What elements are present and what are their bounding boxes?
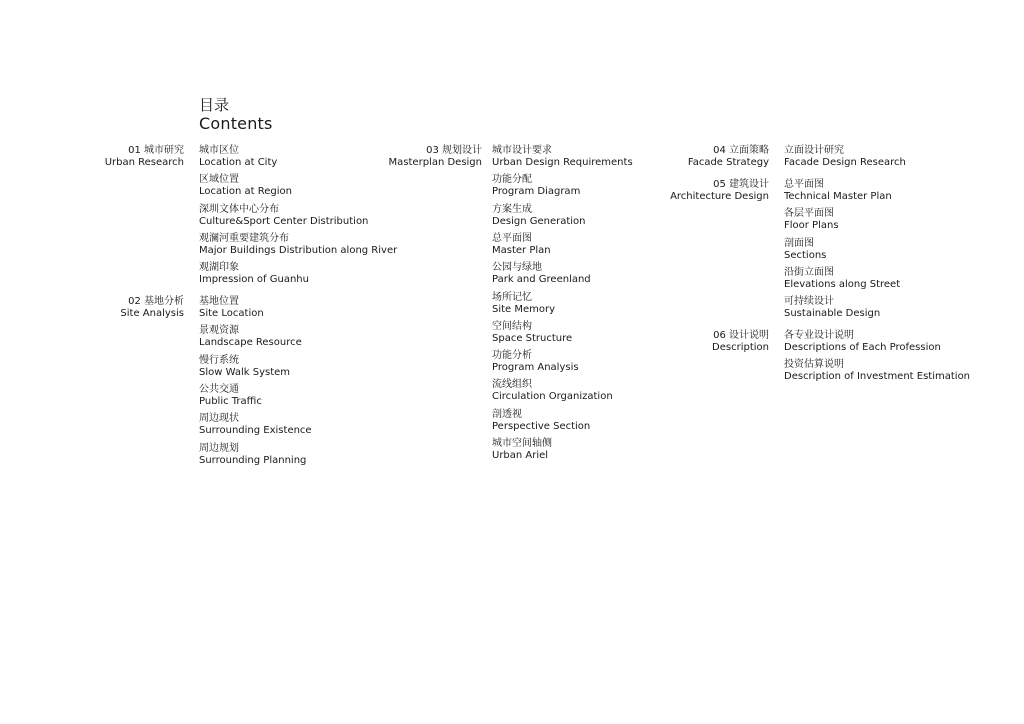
- toc-item: [492, 292, 555, 316]
- toc-item: [199, 325, 302, 349]
- section-label-en: Site Analysis: [120, 308, 184, 319]
- toc-item: [784, 267, 900, 291]
- section-label-en: Urban Research: [104, 157, 184, 168]
- toc-item: [784, 296, 880, 320]
- toc-item: [492, 233, 551, 257]
- section-label: [670, 179, 769, 203]
- toc-item-zh: 公共交通: [199, 384, 239, 395]
- toc-item-en: Descriptions of Each Profession: [784, 342, 941, 353]
- section-label-zh: 02 基地分析: [128, 296, 184, 307]
- toc-item: [199, 355, 290, 379]
- toc-item-en: Site Memory: [492, 304, 556, 315]
- toc-item: [784, 238, 826, 262]
- toc-item-en: Surrounding Planning: [199, 455, 307, 466]
- toc-item-en: Culture&Sport Center Distribution: [199, 216, 369, 227]
- section-label-zh: 06 设计说明: [713, 330, 769, 341]
- toc-item-en: Park and Greenland: [492, 274, 591, 285]
- section-label: [389, 145, 482, 169]
- toc-item-en: Space Structure: [492, 333, 573, 344]
- toc-item: [199, 384, 262, 408]
- toc-item-en: Program Analysis: [492, 362, 579, 373]
- toc-item-en: Surrounding Existence: [199, 425, 312, 436]
- toc-item-en: Sections: [784, 250, 827, 261]
- toc-item: [492, 262, 591, 286]
- toc-item: [199, 174, 292, 198]
- toc-item-en: Facade Design Research: [784, 157, 906, 168]
- section-label-zh: 04 立面策略: [713, 145, 769, 156]
- section-label: [712, 330, 769, 354]
- contents-heading: [199, 96, 273, 134]
- toc-item-en: Program Diagram: [492, 186, 581, 197]
- toc-item: [199, 262, 309, 286]
- toc-item: [199, 443, 306, 467]
- toc-item-en: Master Plan: [492, 245, 551, 256]
- toc-item-en: Urban Design Requirements: [492, 157, 633, 168]
- toc-item-zh: 流线组织: [492, 379, 532, 390]
- toc-item-zh: 景观资源: [199, 325, 239, 336]
- toc-item: [492, 145, 633, 169]
- section-label-zh: 05 建筑设计: [713, 179, 769, 190]
- toc-item: [492, 174, 580, 198]
- toc-item: [492, 321, 572, 345]
- section-label-zh: 01 城市研究: [128, 145, 184, 156]
- toc-item-zh: 观湖印象: [199, 262, 239, 273]
- toc-item: [784, 145, 906, 169]
- toc-item-en: Major Buildings Distribution along River: [199, 245, 398, 256]
- toc-item: [492, 379, 613, 403]
- toc-item-en: Location at Region: [199, 186, 292, 197]
- toc-item: [784, 359, 970, 383]
- toc-item-zh: 场所记忆: [492, 292, 532, 303]
- toc-item-zh: 空间结构: [492, 321, 532, 332]
- toc-item: [199, 413, 312, 437]
- toc-item-en: Urban Ariel: [492, 450, 549, 461]
- toc-item-zh: 周边现状: [199, 413, 239, 424]
- toc-item-en: Description of Investment Estimation: [784, 371, 971, 382]
- section-label-zh: 03 规划设计: [426, 145, 482, 156]
- toc-item-zh: 城市区位: [199, 145, 239, 156]
- toc-item-zh: 城市设计要求: [492, 145, 552, 156]
- section-label: [688, 145, 769, 169]
- toc-item-en: Landscape Resource: [199, 337, 302, 348]
- toc-item-en: Floor Plans: [784, 220, 839, 231]
- section-label-en: Masterplan Design: [388, 157, 482, 168]
- toc-item-en: Elevations along Street: [784, 279, 901, 290]
- section-label-en: Description: [712, 342, 769, 353]
- toc-item-zh: 深圳文体中心分布: [199, 204, 279, 215]
- toc-item-zh: 总平面图: [492, 233, 532, 244]
- toc-item: [199, 296, 264, 320]
- toc-item-zh: 总平面图: [784, 179, 824, 190]
- toc-item-zh: 基地位置: [199, 296, 239, 307]
- section-label-en: Architecture Design: [670, 191, 769, 202]
- toc-item-en: Slow Walk System: [199, 367, 291, 378]
- section-label: [105, 145, 184, 169]
- toc-item-zh: 投资估算说明: [784, 359, 844, 370]
- toc-item: [492, 350, 579, 374]
- toc-item-zh: 剖面图: [784, 238, 814, 249]
- toc-item-zh: 剖透视: [492, 409, 522, 420]
- toc-item-zh: 城市空间轴侧: [492, 438, 552, 449]
- toc-item-zh: 立面设计研究: [784, 145, 844, 156]
- toc-item-en: Technical Master Plan: [784, 191, 892, 202]
- toc-item-en: Location at City: [199, 157, 278, 168]
- toc-item-zh: 可持续设计: [784, 296, 834, 307]
- toc-item-zh: 沿街立面图: [784, 267, 834, 278]
- toc-item-en: Sustainable Design: [784, 308, 881, 319]
- toc-item-en: Circulation Organization: [492, 391, 613, 402]
- toc-item-zh: 功能分析: [492, 350, 532, 361]
- toc-item-zh: 方案生成: [492, 204, 532, 215]
- toc-item-zh: 周边规划: [199, 443, 239, 454]
- section-label: [120, 296, 184, 320]
- toc-item: [199, 145, 277, 169]
- toc-item-en: Public Traffic: [199, 396, 262, 407]
- heading-zh: 目录: [199, 96, 230, 114]
- toc-item: [199, 204, 368, 228]
- toc-item-en: Site Location: [199, 308, 264, 319]
- toc-item-zh: 功能分配: [492, 174, 532, 185]
- toc-item-zh: 各层平面图: [784, 208, 834, 219]
- toc-item: [784, 208, 839, 232]
- section-label-en: Facade Strategy: [687, 157, 769, 168]
- toc-item-zh: 慢行系统: [199, 355, 239, 366]
- toc-item-en: Perspective Section: [492, 421, 591, 432]
- toc-item-zh: 各专业设计说明: [784, 330, 854, 341]
- toc-item: [492, 204, 586, 228]
- toc-item-zh: 公园与绿地: [492, 262, 542, 273]
- toc-item: [784, 179, 892, 203]
- heading-en: Contents: [199, 114, 273, 133]
- toc-item-zh: 区域位置: [199, 174, 239, 185]
- toc-item: [492, 438, 552, 462]
- toc-item-zh: 观澜河重要建筑分布: [199, 233, 289, 244]
- toc-item-en: Impression of Guanhu: [199, 274, 309, 285]
- toc-item: [784, 330, 941, 354]
- toc-item: [492, 409, 590, 433]
- toc-item-en: Design Generation: [492, 216, 586, 227]
- toc-item: [199, 233, 397, 257]
